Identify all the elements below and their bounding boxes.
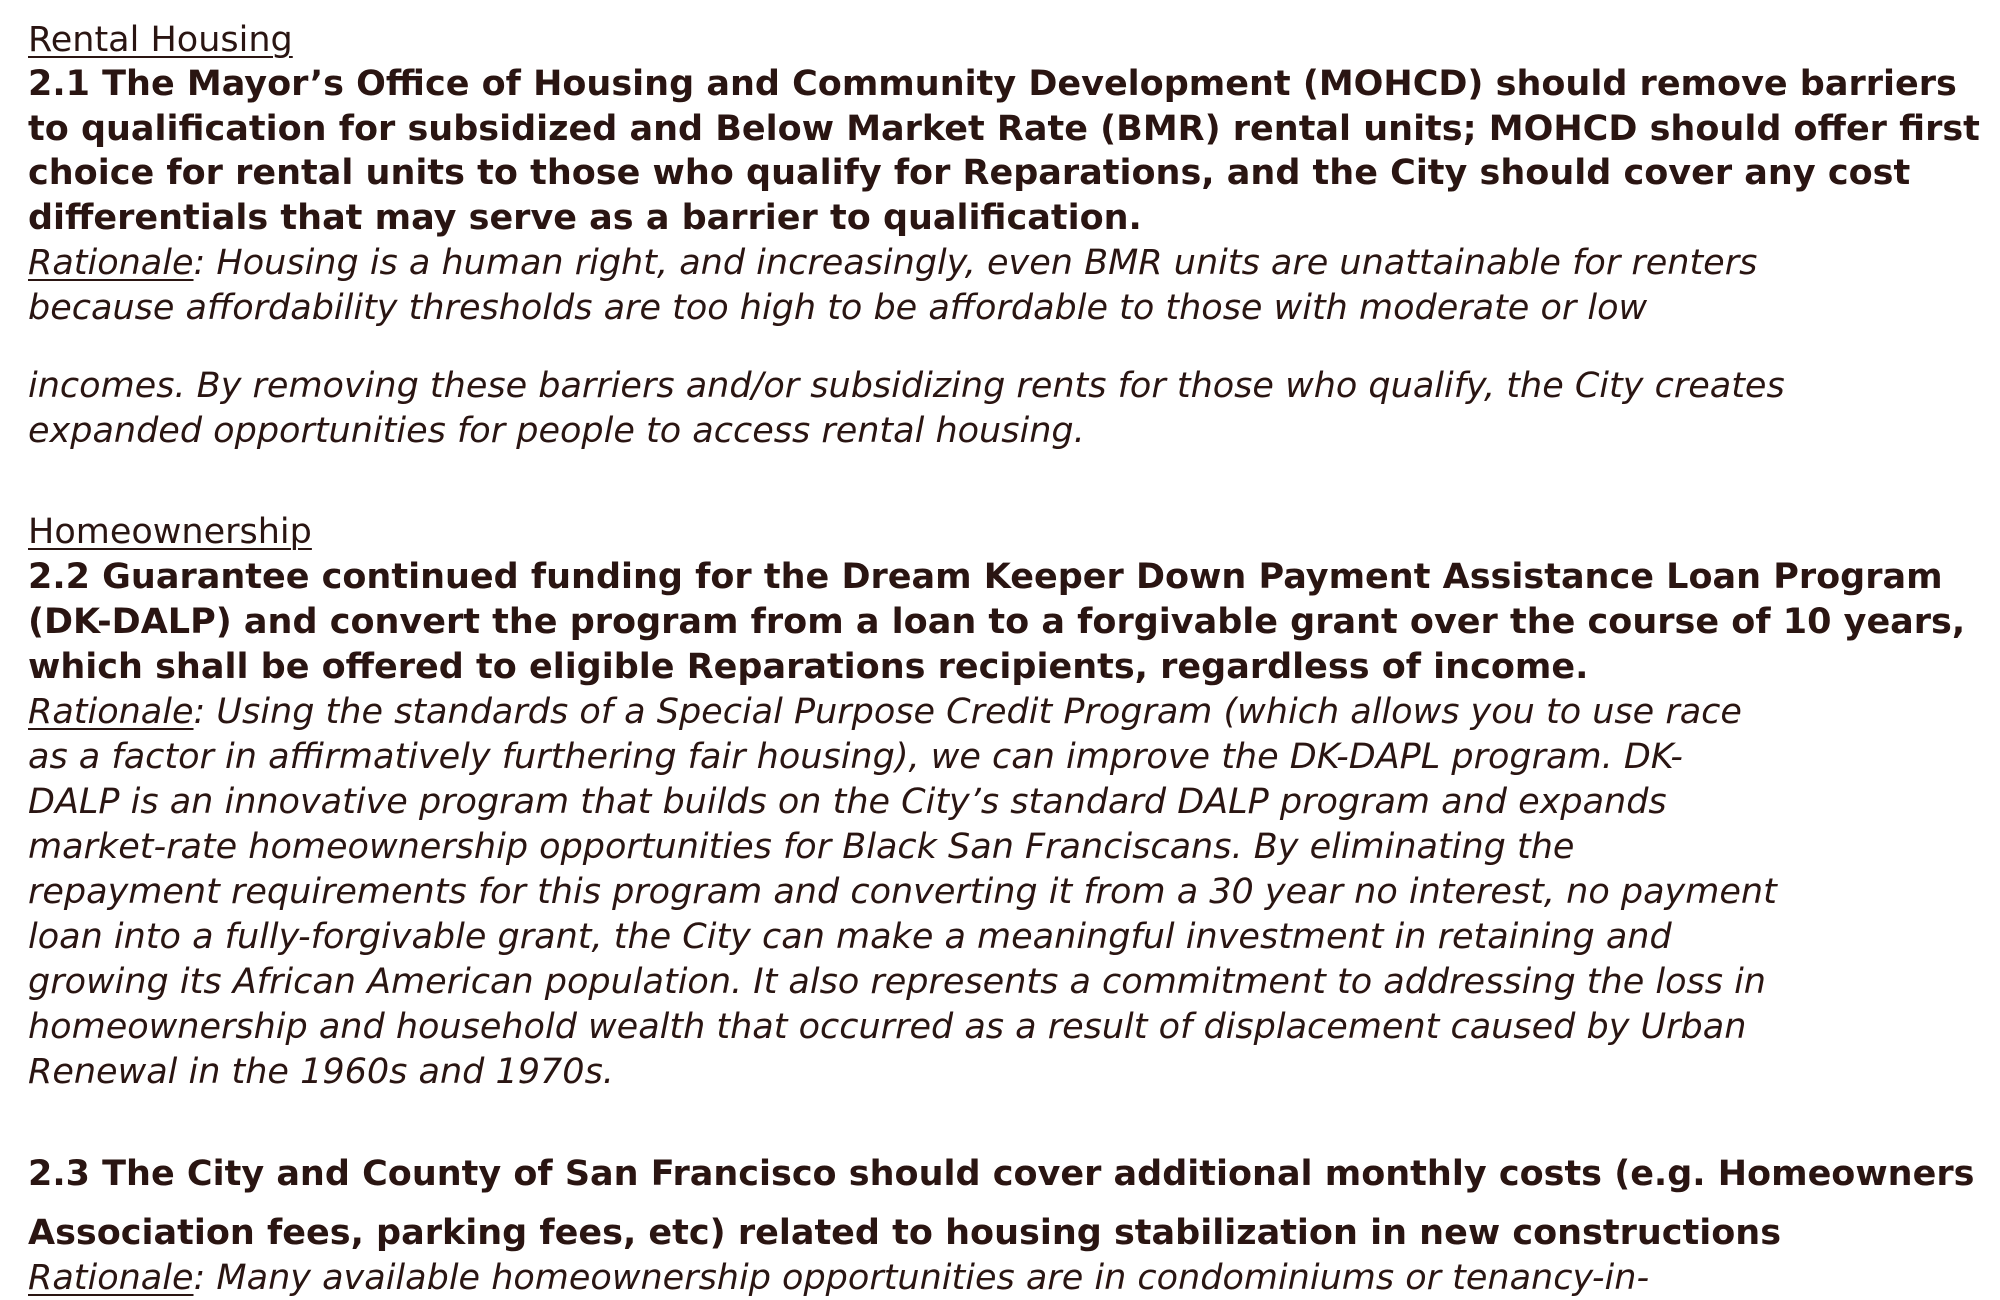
rationale-2-1-line-4: expanded opportunities for people to access rental housing.: [28, 411, 1085, 451]
rec-2-3-line-2: Association fees, parking fees, etc) related to housing stabilization in new constructions: [28, 1213, 1782, 1253]
rationale-text: : Housing is a human right, and increasingly, even BMR units are unattainable for renters: [193, 243, 1758, 283]
rationale-label: Rationale: [28, 243, 194, 283]
rationale-text: : Many available homeownership opportunities are in condominiums or tenancy-in-: [193, 1258, 1650, 1298]
rec-2-1-line-1: 2.1 The Mayor’s Office of Housing and Community Development (MOHCD) should remove barriers: [28, 64, 1957, 104]
rationale-2-2-line-4: market-rate homeownership opportunities for Black San Franciscans. By eliminating the: [28, 827, 1575, 867]
rationale-2-3-line-1: [28, 1256, 1649, 1300]
rationale-2-2-line-8: homeownership and household wealth that occurred as a result of displacement caused by Urban: [28, 1007, 1747, 1047]
rationale-2-1-line-3: incomes. By removing these barriers and/or subsidizing rents for those who qualify, the City creates: [28, 366, 1785, 406]
rationale-text: : Using the standards of a Special Purpose Credit Program (which allows you to use race: [193, 692, 1742, 732]
rationale-2-1-line-2: because affordability thresholds are too high to be affordable to those with moderate or low: [28, 288, 1648, 328]
rationale-2-2-line-9: Renewal in the 1960s and 1970s.: [28, 1052, 614, 1092]
rationale-label: Rationale: [28, 1258, 194, 1298]
rec-2-1-line-4: differentials that may serve as a barrier to qualification.: [28, 198, 1142, 238]
rationale-2-2-line-3: DALP is an innovative program that builds on the City’s standard DALP program and expands: [28, 782, 1667, 822]
rationale-2-2-line-7: growing its African American population. It also represents a commitment to addressing the loss in: [28, 962, 1766, 1002]
rationale-2-1-line-1: [28, 241, 1757, 285]
homeownership-heading: Homeownership: [28, 512, 312, 552]
rationale-2-2-line-2: as a factor in affirmatively furthering fair housing), we can improve the DK-DAPL program. DK-: [28, 737, 1683, 777]
rental-housing-heading: Rental Housing: [28, 20, 293, 60]
rationale-label: Rationale: [28, 692, 194, 732]
rec-2-1-line-2: to qualification for subsidized and Below Market Rate (BMR) rental units; MOHCD should offer first: [28, 109, 1980, 149]
rationale-2-2-line-5: repayment requirements for this program and converting it from a 30 year no interest, no payment: [28, 872, 1777, 912]
rec-2-1-line-3: choice for rental units to those who qualify for Reparations, and the City should cover any cost: [28, 153, 1911, 193]
rec-2-2-line-1: 2.2 Guarantee continued funding for the Dream Keeper Down Payment Assistance Loan Program: [28, 557, 1943, 597]
rec-2-2-line-2: (DK-DALP) and convert the program from a loan to a forgivable grant over the course of 10 years,: [28, 602, 1966, 642]
rationale-2-2-line-6: loan into a fully-forgivable grant, the City can make a meaningful investment in retaining and: [28, 917, 1672, 957]
rationale-2-2-line-1: [28, 690, 1742, 734]
rec-2-2-line-3: which shall be offered to eligible Reparations recipients, regardless of income.: [28, 647, 1589, 687]
rec-2-3-line-1: 2.3 The City and County of San Francisco should cover additional monthly costs (e.g. Homeowners: [28, 1154, 1975, 1194]
